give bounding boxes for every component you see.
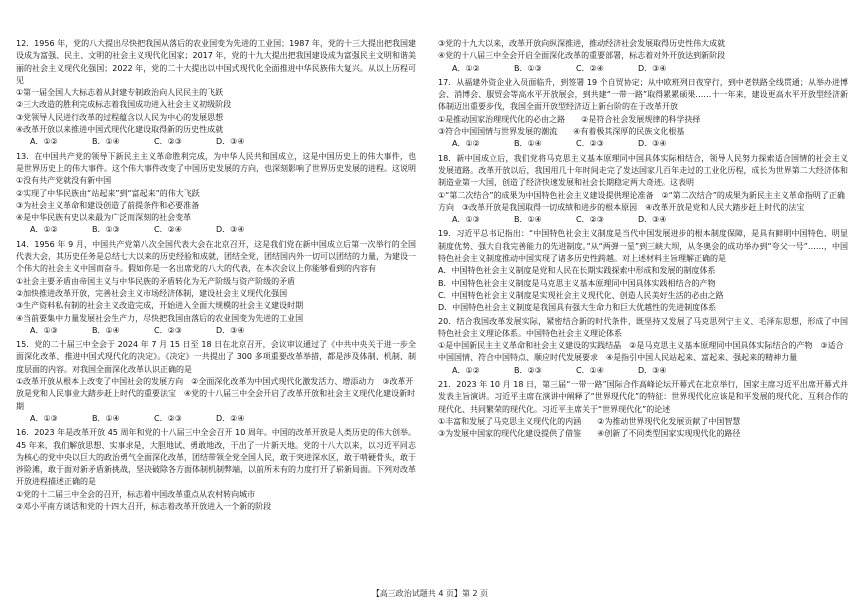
answer-choice[interactable]: A．①② <box>452 139 480 149</box>
question-option: ①“第二次结合”的成果为中国特色社会主义建设提供理论准备 ②“第二次结合”的成果为新民主主义革命指明了正确方向 ③改革开放是我国取得一切成绩和进步的根本原因 ④改革开放是党和人民大踏步赶上时代的法宝 <box>438 190 845 212</box>
answer-choice[interactable]: B．①④ <box>514 139 542 149</box>
answer-choice[interactable]: A．①② <box>30 225 58 235</box>
question-option: ①没有共产党就没有新中国 <box>16 176 112 186</box>
answer-choice[interactable]: A．①③ <box>452 215 480 225</box>
question-option: ②三大改造的胜利完成标志着我国成功进入社会主义初级阶段 <box>16 100 232 110</box>
answer-choice[interactable]: B．①④ <box>92 137 120 147</box>
right-column <box>438 38 848 442</box>
question-block <box>438 316 848 377</box>
question-option: ③为社会主义革命和建设创造了前提条件和必要准备 <box>16 200 200 210</box>
answer-choice[interactable]: C．①④ <box>576 365 604 375</box>
answer-choice[interactable]: C．②③ <box>154 413 182 423</box>
question-option: ①社会主要矛盾由帝国主义与中华民族的矛盾转化为无产阶级与资产阶级的矛盾 <box>16 276 296 286</box>
question-option: ①丰富和发展了马克思主义现代化的内涵 ②为推动世界现代化发展贡献了中国智慧 <box>438 416 741 426</box>
answer-choice[interactable]: A．①② <box>452 63 480 73</box>
question-option: ①改革开放从根本上改变了中国社会的发展方向 ②全面深化改革为中国式现代化激发活力、增添动力 ③改革开放是党和人民事业大踏步赶上时代的重要法宝 ④党的十八届三中全会开启了改革开放和社会主义现代化建设新时期 <box>16 377 416 411</box>
answer-choice[interactable]: C．②④ <box>576 63 604 73</box>
question-option: ③党领导人民进行改革的过程蕴含以人民为中心的发展思想 <box>16 112 224 122</box>
question-option: ③党的十九大以来，改革开放向纵深推进，推动经济社会发展取得历史性伟大成就 <box>438 39 726 48</box>
answer-choice[interactable]: A．①② <box>30 137 58 147</box>
question-block <box>16 151 416 237</box>
question-block <box>16 239 416 337</box>
answer-choices <box>16 325 416 337</box>
question-block <box>438 77 848 151</box>
question-stem: 17．从福建外资企业入员面临升，到签署 19 个自贸协定；从中欧班列日夜穿行，到中老铁路全线贯通；从举办进博会、消博会、服贸会等高水平开放展会，到共建“一带一路”取得累累硕果……十一年来，建设更高水平开放型经济新体制迈出重要步伐，我国全面开放型经济迈上新台阶的在于改革开放 <box>438 77 848 112</box>
answer-choice[interactable]: C．②④ <box>154 225 182 235</box>
question-stem: 16．2023 年是改革开放 45 周年和党的十八届三中全会召开 10 周年。中国的改革开放是人类历史的伟大创举。45 年来，我们解放思想、实事求是，大胆地试、勇敢地改，干出了一片新天地。党的十八大以来，以习近平同志为核心的党中央以巨大的政治勇气全面深化改革，团结带领全党全国人民，敢于突进深水区，敢于啃硬骨头，敢于涉险滩，敢于面对新矛盾新挑战，坚决破除各方面体制机制弊端，以前所未有的力度打开了崭新局面。下列对改革开放进程描述正确的是 <box>16 428 416 487</box>
answer-choice[interactable]: B．①④ <box>92 413 120 423</box>
answer-choices <box>16 413 416 425</box>
question-option: ②实现了中华民族由“站起来”到“富起来”的伟大飞跃 <box>16 188 200 198</box>
answer-choices <box>438 138 848 150</box>
question-block <box>438 153 848 227</box>
question-option: A．中国特色社会主义制度是党和人民在长期实践探索中形成和发展的制度体系 <box>438 266 716 276</box>
question-stem: 13．在中国共产党的领导下新民主主义革命胜利完成，为中华人民共和国成立，这是中国历史上的伟大事件，也是世界历史上的伟大事件。这个伟大事件改变了中国历史发展的方向，也深刻影响了世界历史发展的进程。这说明 <box>16 151 416 173</box>
answer-choice[interactable]: D．③④ <box>638 365 667 375</box>
question-option: ①第一届全国人大标志着从封建专制政治向人民民主的飞跃 <box>16 88 224 98</box>
answer-choices <box>438 214 848 226</box>
question-option: ④党的十八届三中全会开启全面深化改革的重要部署，标志着对外开放达到新阶段 <box>438 51 726 61</box>
question-stem: 14．1956 年 9 月，中国共产党第八次全国代表大会在北京召开，这是我们党在新中国成立后第一次举行的全国代表大会，其历史任务是总结七大以来的历史经验和成就，团结全党，团结国内外一切可以团结的力量，为建设一个伟大的社会主义中国而奋斗。假如你是一名出席党的八大的代表，在本次会议上你能够看到的内容有 <box>16 239 416 274</box>
question-option: C．中国特色社会主义制度是实现社会主义现代化、创造人民美好生活的必由之路 <box>438 290 724 300</box>
question-option: ④是中华民族有史以来最为广泛而深刻的社会变革 <box>16 213 192 223</box>
page-footer: 【高三政治试题共 4 页】第 2 页 <box>371 589 489 598</box>
question-option: ③为发展中国家的现代化建设提供了借鉴 ④创新了不同类型国家实现现代化的路径 <box>438 429 741 439</box>
answer-choice[interactable]: D．②④ <box>216 413 245 423</box>
question-block <box>16 427 416 513</box>
answer-choice[interactable]: B．②③ <box>514 365 542 375</box>
question-option: B．中国特色社会主义制度是马克思主义基本原理同中国具体实践相结合的产物 <box>438 278 716 288</box>
question-stem: 18．新中国成立后，我们党将马克思主义基本原理同中国具体实际相结合，领导人民努力探索适合国情的社会主义发展道路。改革开放以后，我国用几十年时间走完了发达国家几百年走过的工业化历程，成长为世界第二大经济体和制造业第一大国，创造了经济快速发展和社会长期稳定两大奇迹。这表明 <box>438 153 848 188</box>
answer-choices <box>438 63 848 75</box>
answer-choice[interactable]: B．①④ <box>92 325 120 335</box>
question-block <box>438 228 848 314</box>
question-option: ③生产资料私有制的社会主义改造完成，开始进入全面大规模的社会主义建设时期 <box>16 301 304 311</box>
question-stem: 19．习近平总书记指出：“中国特色社会主义制度是当代中国发展进步的根本制度保障，是具有鲜明中国特色、明显制度优势、强大自我完善能力的先进制度。”从“两弹一星”到三峡大坝，从冬奥会的成功举办到“夸父一号”……，中国特色社会主义制度推动中国实现了诸多历史性跨越。对上述材料主旨理解正确的是 <box>438 229 848 264</box>
question-stem: 15．党的二十届三中全会于 2024 年 7 月 15 日至 18 日在北京召开，会议审议通过了《中共中央关于进一步全面深化改革、推进中国式现代化的决定》。《决定》一共提出了 300 多项重要改革举措，都是涉及体制、机制、制度层面的内容。对我国全面深化改革认识正确的是 <box>16 340 416 374</box>
question-block <box>16 339 416 425</box>
answer-choice[interactable]: C．②③ <box>154 325 182 335</box>
question-option: ②加快推进改革开放，完善社会主义市场经济体制，建设社会主义现代化强国 <box>16 288 288 298</box>
answer-choice[interactable]: D．③④ <box>216 325 245 335</box>
answer-choice[interactable]: B．①③ <box>92 225 120 235</box>
question-option: ②邓小平南方谈话和党的十四大召开，标志着改革开放进入一个新的阶段 <box>16 501 272 511</box>
question-option: ①是中国新民主主义革命和社会主义建设的实践结晶 ②是马克思主义基本原理同中国具体实际结合的产物 ③适合中国国情、符合中国特点、顺应时代发展要求 ④是指引中国人民站起来、富起来、强起来的精神力量 <box>438 341 844 363</box>
answer-choice[interactable]: D．③④ <box>638 139 667 149</box>
answer-choice[interactable]: D．③④ <box>216 137 245 147</box>
answer-choices <box>16 224 416 236</box>
answer-choice[interactable]: A．①③ <box>30 325 58 335</box>
question-stem: 21．2023 年 10 月 18 日，第三届“一带一路”国际合作高峰论坛开幕式在北京举行，国家主席习近平出席开幕式并发表主旨演讲。习近平主席在演讲中阐释了“世界现代化”的特征：世界现代化应该是和平发展的现代化、互利合作的现代化、共同繁荣的现代化。习近平主席关于“世界现代化”的论述 <box>438 380 848 414</box>
answer-choice[interactable]: D．③④ <box>638 63 667 73</box>
question-stem: 12．1956 年，党的八大提出尽快把我国从落后的农业国变为先进的工业国；1987 年，党的十三大提出把我国建设成为富强、民主、文明的社会主义现代化国家；2017 年，党的十九大提出把我国建设成为富强民主文明和谐美丽的社会主义现代化强国；2022 年，党的二十大提出以中国式现代化全面推进中华民族伟大复兴。从以上历程可见 <box>16 39 416 85</box>
left-column <box>16 38 416 514</box>
answer-choice[interactable]: A．①② <box>452 365 480 375</box>
question-stem: 20．结合我国改革发展实际，紧密结合新的时代条件，既坚持又发展了马克思列宁主义、毛泽东思想，形成了中国特色社会主义理论体系。中国特色社会主义理论体系 <box>438 316 848 338</box>
question-option: D．中国特色社会主义制度是我国具有强大生命力和巨大优越性的先进制度体系 <box>438 303 717 313</box>
answer-choice[interactable]: C．②③ <box>576 215 604 225</box>
answer-choice[interactable]: D．③④ <box>216 225 245 235</box>
question-block <box>438 38 848 75</box>
question-block <box>438 379 848 440</box>
question-option: ③符合中国国情与世界发展的潮流 ④有着极其深厚的民族文化根基 <box>438 127 685 137</box>
answer-choice[interactable]: B．①④ <box>514 215 542 225</box>
answer-choice[interactable]: C．②③ <box>576 139 604 149</box>
answer-choice[interactable]: D．③④ <box>638 215 667 225</box>
question-option: ④当前要集中力量发展社会生产力，尽快把我国由落后的农业国变为先进的工业国 <box>16 313 304 323</box>
answer-choices <box>16 136 416 148</box>
answer-choices <box>438 365 848 377</box>
answer-choice[interactable]: B．①③ <box>514 63 542 73</box>
answer-choice[interactable]: C．②③ <box>154 137 182 147</box>
question-option: ④改革开放以来推进中国式现代化建设取得新的历史性成就 <box>16 125 224 135</box>
answer-choice[interactable]: A．①③ <box>30 413 58 423</box>
question-option: ①是推动国家治理现代化的必由之路 ②是符合社会发展规律的科学抉择 <box>438 114 701 124</box>
question-block <box>16 38 416 149</box>
question-option: ①党的十二届三中全会的召开，标志着中国改革重点从农村转向城市 <box>16 489 256 499</box>
